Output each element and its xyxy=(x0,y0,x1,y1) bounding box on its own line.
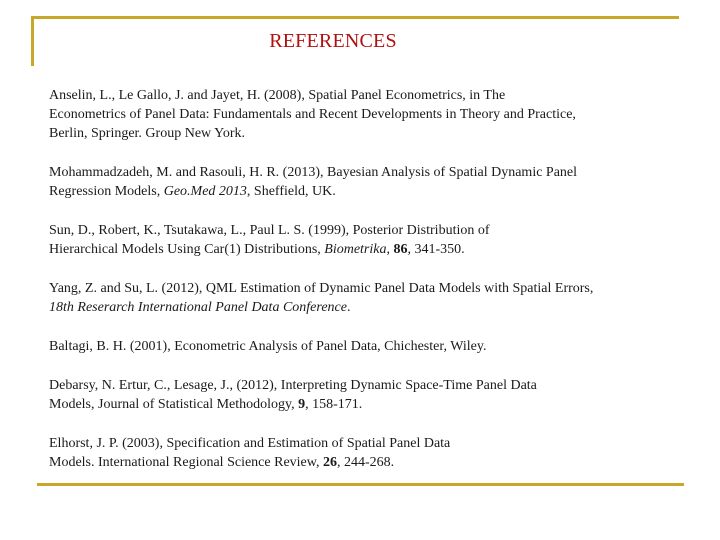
reference-line xyxy=(49,298,699,317)
reference-text: Sun, D., Robert, K., Tsutakawa, L., Paul L. S. (1999), Posterior Distribution of xyxy=(49,223,490,238)
reference-line xyxy=(49,182,699,201)
reference-text: Hierarchical Models Using Car(1) Distributions, xyxy=(49,242,325,257)
reference-line xyxy=(49,86,699,105)
reference-text: 9 xyxy=(298,397,306,412)
top-accent-bar xyxy=(31,16,679,19)
reference-entry xyxy=(49,376,699,414)
reference-text: Berlin, Springer. Group New York. xyxy=(49,126,245,141)
reference-entry xyxy=(49,221,699,259)
reference-text: Mohammadzadeh, M. and Rasouli, H. R. (2013), Bayesian Analysis of Spatial Dynamic Panel xyxy=(49,165,578,180)
reference-entry xyxy=(49,434,699,472)
reference-line xyxy=(49,240,699,259)
reference-text: Biometrika xyxy=(324,242,387,257)
reference-entry xyxy=(49,163,699,201)
reference-line xyxy=(49,124,699,143)
reference-entry xyxy=(49,279,699,317)
reference-text: , xyxy=(386,242,394,257)
reference-list xyxy=(49,86,699,492)
reference-text: 26 xyxy=(322,455,337,470)
reference-text: 86 xyxy=(393,242,408,257)
reference-line xyxy=(49,453,699,472)
reference-text: Models, Journal of Statistical Methodology, xyxy=(49,397,299,412)
reference-text: Anselin, L., Le Gallo, J. and Jayet, H. (2008), Spatial Panel Econometrics, in The xyxy=(49,88,506,103)
reference-text: Regression Models, xyxy=(49,184,164,199)
reference-line xyxy=(49,376,699,395)
reference-line xyxy=(49,221,699,240)
reference-line xyxy=(49,163,699,182)
reference-entry xyxy=(49,337,699,356)
reference-line xyxy=(49,434,699,453)
reference-line xyxy=(49,105,699,124)
reference-text: , 244-268. xyxy=(336,455,395,470)
reference-text: Geo.Med 2013 xyxy=(163,184,247,199)
reference-text: . xyxy=(346,300,351,315)
reference-text: Models. International Regional Science Review, xyxy=(49,455,323,470)
reference-text: , 341-350. xyxy=(407,242,465,257)
reference-line xyxy=(49,337,699,356)
reference-text: Debarsy, N. Ertur, C., Lesage, J., (2012), Interpreting Dynamic Space-Time Panel Data xyxy=(49,378,537,393)
slide-title: REFERENCES xyxy=(269,30,397,52)
reference-text: Baltagi, B. H. (2001), Econometric Analysis of Panel Data, Chichester, Wiley. xyxy=(49,339,487,354)
reference-line xyxy=(49,395,699,414)
reference-line xyxy=(49,279,699,298)
reference-text: , 158-171. xyxy=(305,397,363,412)
reference-text: , Sheffield, UK. xyxy=(246,184,336,199)
reference-entry xyxy=(49,86,699,143)
reference-text: 18th Reserarch International Panel Data Conference xyxy=(49,300,347,315)
reference-text: Yang, Z. and Su, L. (2012), QML Estimation of Dynamic Panel Data Models with Spatial Errors, xyxy=(49,281,594,296)
reference-text: Elhorst, J. P. (2003), Specification and Estimation of Spatial Panel Data xyxy=(49,436,451,451)
reference-text: Econometrics of Panel Data: Fundamentals and Recent Developments in Theory and Practice, xyxy=(49,107,576,122)
bottom-accent-bar xyxy=(37,483,684,486)
